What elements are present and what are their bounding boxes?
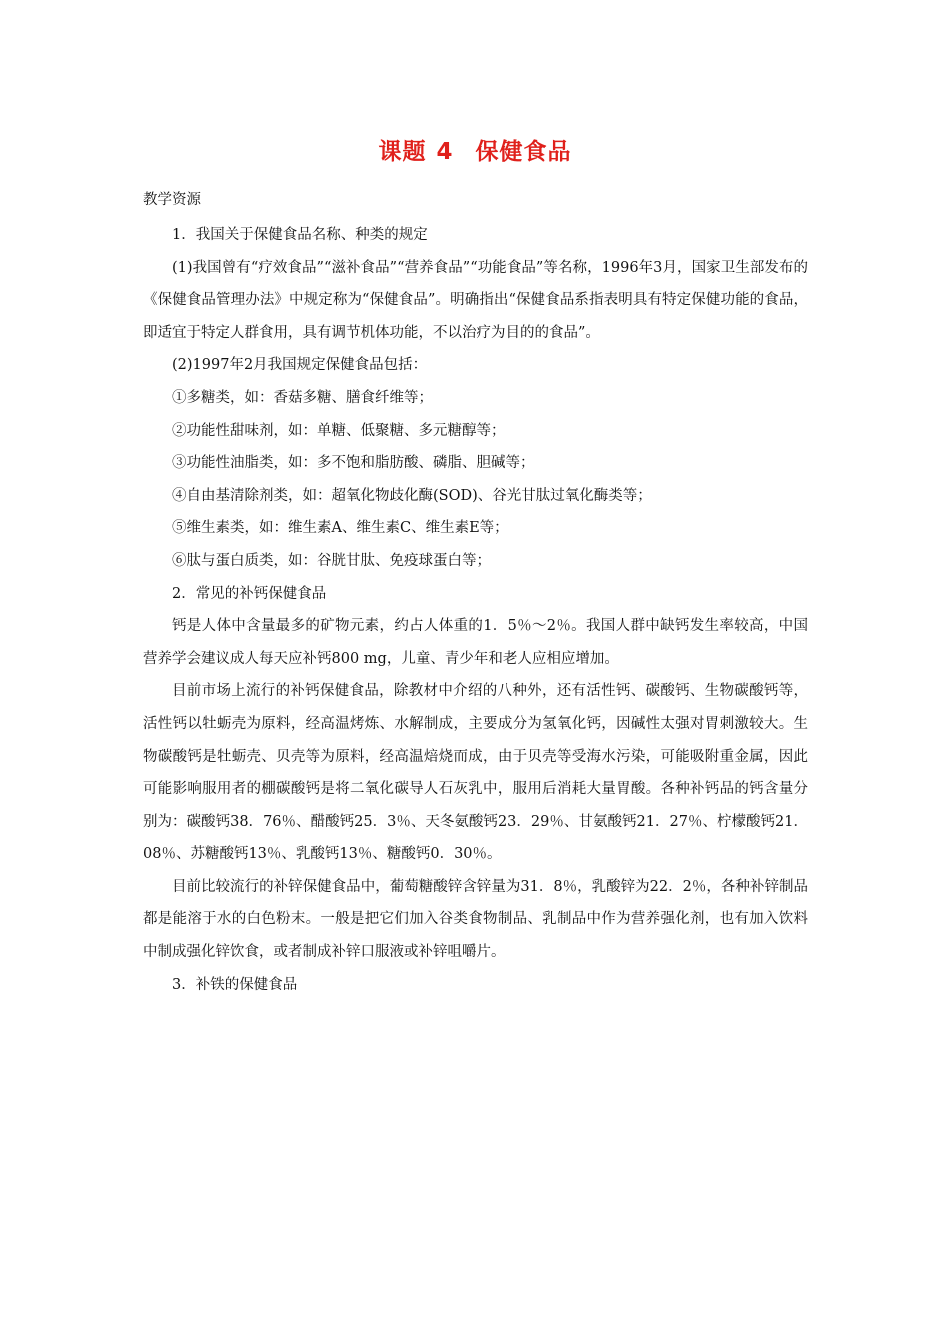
paragraph: (2)1997年2月我国规定保健食品包括： [172,357,428,374]
paragraph: (1)我国曾有“疗效食品”“滋补食品”“营养食品”“功能食品”等名称，1996年3月，国家卫生部发布的《保健食品管理办法》中规定称为“保健食品”。明确指出“保健食品系指表明具有特定保健功能的食品，即适宜于特定人群食用，具有调节机体功能，不以治疗为目的的食品”。 [143,259,808,341]
list-item: ⑥肽与蛋白质类，如：谷胱甘肽、免疫球蛋白等； [172,552,491,569]
list-item: ⑤维生素类，如：维生素A、维生素C、维生素E等； [172,520,509,537]
heading-3: 3．补铁的保健食品 [172,976,298,993]
list-item: ②功能性甜味剂，如：单糖、低聚糖、多元糖醇等； [172,422,506,439]
title-prefix: 课题 [378,139,427,165]
heading-2: 2．常见的补钙保健食品 [172,585,327,602]
section-label: 教学资源 [143,192,201,208]
list-item: ④自由基清除剂类，如：超氧化物歧化酶(SOD)、谷光甘肽过氧化酶类等； [172,487,652,504]
page-title [0,133,950,166]
body-text [143,219,808,1001]
paragraph: 目前比较流行的补锌保健食品中，葡萄糖酸锌含锌量为31．8％，乳酸锌为22．2％，各种补锌制品都是能溶于水的白色粉末。一般是把它们加入谷类食物制品、乳制品中作为营养强化剂，也有加入饮料中制成强化锌饮食，或者制成补锌口服液或补锌咀嚼片。 [143,878,808,961]
paragraph: 钙是人体中含量最多的矿物元素，约占人体重的1．5％～2％。我国人群中缺钙发生率较高，中国营养学会建议成人每天应补钙800 mg，儿童、青少年和老人应相应增加。 [143,618,808,667]
list-item: ③功能性油脂类，如：多不饱和脂肪酸、磷脂、胆碱等； [172,455,535,472]
title-main: 保健食品 [475,139,572,165]
title-number: 4 [436,139,454,165]
list-item: ①多糖类，如：香菇多糖、膳食纤维等； [172,389,433,406]
paragraph: 目前市场上流行的补钙保健食品，除教材中介绍的八种外，还有活性钙、碳酸钙、生物碳酸钙等，活性钙以牡蛎壳为原料，经高温烤炼、水解制成，主要成分为氢氧化钙，因碱性太强对胃刺激较大。生物碳酸钙是牡蛎壳、贝壳等为原料，经高温焙烧而成，由于贝壳等受海水污染，可能吸附重金属，因此可能影响服用者的棚碳酸钙是将二氧化碳导人石灰乳中，服用后消耗大量胃酸。各种补钙品的钙含量分别为：碳酸钙38．76％、醋酸钙25．3％、天冬氨酸钙23．29％、甘氨酸钙21．27％、柠檬酸钙21．08％、苏糖酸钙13％、乳酸钙13％、糖酸钙0．30％。 [143,683,808,863]
heading-1: 1．我国关于保健食品名称、种类的规定 [172,227,428,243]
